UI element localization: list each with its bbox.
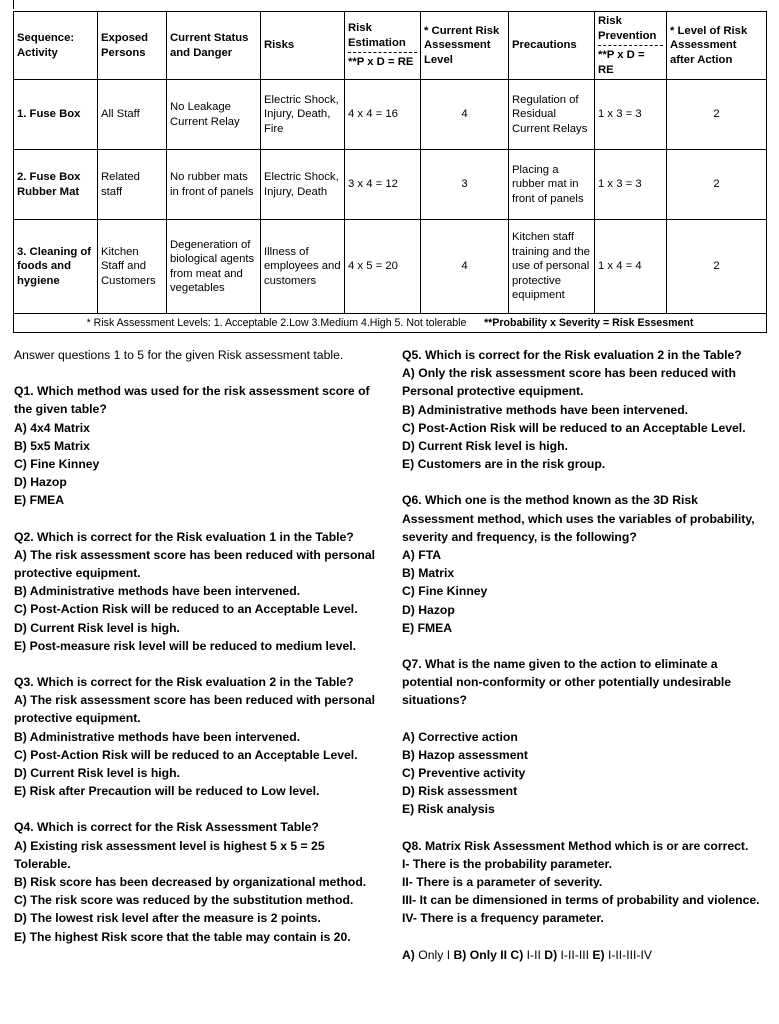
question-text: Q1. Which method was used for the risk assessment score of the given table?: [14, 384, 370, 417]
q8-answer-options: [402, 946, 766, 964]
option-e[interactable]: E) FMEA: [14, 493, 65, 508]
question-text: Q6. Which one is the method known as the 3D Risk Assessment method, which uses the variables of probability, severity and frequency, is the following?: [402, 493, 755, 544]
header-sequence: Sequence: Activity: [14, 12, 98, 80]
spacer: [402, 928, 766, 946]
option-a[interactable]: A) The risk assessment score has been reduced with personal protective equipment.: [14, 547, 376, 581]
option-d[interactable]: D) Hazop: [402, 602, 455, 617]
option-e[interactable]: E) Customers are in the risk group.: [402, 457, 606, 472]
option-d[interactable]: D) Risk assessment: [402, 784, 518, 799]
cell-estimation: 4 x 5 = 20: [345, 220, 421, 314]
option-e[interactable]: E) The highest Risk score that the table may contain is 20.: [14, 929, 351, 944]
option-d[interactable]: D) Hazop: [14, 475, 67, 490]
option-b[interactable]: B) Administrative methods have been intervened.: [14, 584, 301, 599]
cell-level: 3: [421, 150, 509, 220]
header-risks: Risks: [261, 12, 345, 80]
question-3: [14, 673, 376, 800]
cell-risks: Electric Shock, Injury, Death: [261, 150, 345, 220]
option-a[interactable]: A) Only the risk assessment score has been reduced with Personal protective equipment.: [402, 366, 736, 399]
option-c-label[interactable]: C): [510, 947, 524, 962]
cursor-mark: [13, 0, 14, 9]
cell-status: No rubber mats in front of panels: [167, 150, 261, 220]
cell-exposed: Kitchen Staff and Customers: [98, 220, 167, 314]
table-header-row: [14, 12, 767, 80]
option-c[interactable]: C) Fine Kinney: [402, 584, 488, 599]
question-8: [402, 837, 766, 964]
spacer: [402, 710, 766, 728]
header-estimation-formula: **P x D = RE: [348, 56, 414, 69]
option-c[interactable]: C) Fine Kinney: [14, 457, 100, 472]
question-4: [14, 818, 376, 945]
header-assessment: * Current Risk Assessment Level: [421, 12, 509, 80]
option-b-text[interactable]: Only II: [469, 947, 508, 962]
option-a[interactable]: A) 4x4 Matrix: [14, 420, 90, 435]
cell-precautions: Kitchen staff training and the use of personal protective equipment: [509, 220, 595, 314]
cell-activity: 3. Cleaning of foods and hygiene: [14, 220, 98, 314]
cell-risks: Electric Shock, Injury, Death, Fire: [261, 80, 345, 150]
option-c[interactable]: C) Preventive activity: [402, 766, 526, 781]
option-e[interactable]: E) Risk analysis: [402, 802, 495, 817]
question-text: Q7. What is the name given to the action to eliminate a potential non-conformity or other potentially undesirable situations?: [402, 657, 732, 708]
option-a-label[interactable]: A): [402, 947, 415, 962]
option-c-text[interactable]: I-II: [526, 947, 541, 962]
cell-precautions: Regulation of Residual Current Relays: [509, 80, 595, 150]
question-6: [402, 491, 766, 637]
left-question-column: [14, 346, 376, 964]
cell-after: 2: [667, 150, 767, 220]
option-a[interactable]: A) FTA: [402, 548, 442, 563]
question-text: Q8. Matrix Risk Assessment Method which is or are correct.: [402, 838, 749, 853]
option-d[interactable]: D) Current Risk level is high.: [14, 766, 180, 781]
cell-after: 2: [667, 220, 767, 314]
option-a-text[interactable]: Only I: [418, 947, 451, 962]
option-a[interactable]: A) Corrective action: [402, 729, 518, 744]
option-b[interactable]: B) Risk score has been decreased by organizational method.: [14, 875, 367, 890]
cell-after: 2: [667, 80, 767, 150]
question-2: [14, 528, 376, 655]
cell-exposed: All Staff: [98, 80, 167, 150]
cell-risks: Illness of employees and customers: [261, 220, 345, 314]
cell-precautions: Placing a rubber mat in front of panels: [509, 150, 595, 220]
option-c[interactable]: C) Post-Action Risk will be reduced to an Acceptable Level.: [14, 747, 358, 762]
statement-1: I- There is the probability parameter.: [402, 856, 612, 871]
option-e[interactable]: E) Risk after Precaution will be reduced to Low level.: [14, 784, 320, 799]
option-c[interactable]: C) Post-Action Risk will be reduced to an Acceptable Level.: [402, 420, 746, 435]
option-b[interactable]: B) Administrative methods have been intervened.: [402, 402, 689, 417]
option-a[interactable]: A) Existing risk assessment level is highest 5 x 5 = 25 Tolerable.: [14, 838, 325, 871]
cell-estimation: 3 x 4 = 12: [345, 150, 421, 220]
table-row: [14, 80, 767, 150]
option-c[interactable]: C) The risk score was reduced by the substitution method.: [14, 893, 354, 908]
question-text: Q3. Which is correct for the Risk evaluation 2 in the Table?: [14, 675, 354, 690]
option-b[interactable]: B) 5x5 Matrix: [14, 438, 90, 453]
cell-status: No Leakage Current Relay: [167, 80, 261, 150]
cell-exposed: Related staff: [98, 150, 167, 220]
option-e-text[interactable]: I-II-III-IV: [607, 947, 652, 962]
option-d[interactable]: D) Current Risk level is high.: [402, 439, 568, 454]
option-d[interactable]: D) Current Risk level is high.: [14, 620, 180, 635]
option-e-label[interactable]: E): [592, 947, 605, 962]
header-prevention-formula: **P x D = RE: [598, 49, 645, 76]
cell-activity: 2. Fuse Box Rubber Mat: [14, 150, 98, 220]
statement-3: III- It can be dimensioned in terms of probability and violence.: [402, 893, 760, 908]
option-d[interactable]: D) The lowest risk level after the measure is 2 points.: [14, 911, 321, 926]
cell-level: 4: [421, 80, 509, 150]
statement-4: IV- There is a frequency parameter.: [402, 911, 604, 926]
option-e[interactable]: E) Post-measure risk level will be reduced to medium level.: [14, 638, 357, 653]
header-estimation-label: Risk Estimation: [348, 21, 417, 53]
question-5: [402, 346, 766, 473]
header-prevention: [595, 12, 667, 80]
header-status: Current Status and Danger: [167, 12, 261, 80]
cell-activity: 1. Fuse Box: [14, 80, 98, 150]
option-e[interactable]: E) FMEA: [402, 620, 453, 635]
table-row: [14, 150, 767, 220]
cell-prevention: 1 x 4 = 4: [595, 220, 667, 314]
statement-2: II- There is a parameter of severity.: [402, 875, 603, 890]
option-d-text[interactable]: I-II-III: [560, 947, 589, 962]
option-b-label[interactable]: B): [453, 947, 467, 962]
question-text: Q2. Which is correct for the Risk evaluation 1 in the Table?: [14, 529, 354, 544]
question-1: [14, 382, 376, 509]
risk-assessment-table: [13, 11, 767, 333]
option-b[interactable]: B) Matrix: [402, 566, 455, 581]
table-footnote-row: [14, 314, 767, 333]
header-exposed: Exposed Persons: [98, 12, 167, 80]
cell-status: Degeneration of biological agents from meat and vegetables: [167, 220, 261, 314]
cell-prevention: 1 x 3 = 3: [595, 80, 667, 150]
header-estimation: [345, 12, 421, 80]
question-text: Q5. Which is correct for the Risk evaluation 2 in the Table?: [402, 348, 742, 362]
cell-prevention: 1 x 3 = 3: [595, 150, 667, 220]
option-c[interactable]: C) Post-Action Risk will be reduced to an Acceptable Level.: [14, 602, 358, 617]
question-7: [402, 655, 766, 819]
cell-level: 4: [421, 220, 509, 314]
question-text: Q4. Which is correct for the Risk Assessment Table?: [14, 820, 319, 835]
right-question-column: [402, 346, 766, 982]
footnote-formula: **Probability x Severity = Risk Essesment: [484, 316, 694, 329]
header-precautions: Precautions: [509, 12, 595, 80]
table-row: [14, 220, 767, 314]
option-b[interactable]: B) Administrative methods have been intervened.: [14, 729, 301, 744]
cell-estimation: 4 x 4 = 16: [345, 80, 421, 150]
option-d-label[interactable]: D): [544, 947, 558, 962]
header-level-after: * Level of Risk Assessment after Action: [667, 12, 767, 80]
option-b[interactable]: B) Hazop assessment: [402, 747, 528, 762]
table-footnote: [14, 314, 767, 333]
instructions: Answer questions 1 to 5 for the given Risk assessment table.: [14, 348, 344, 362]
footnote-levels: * Risk Assessment Levels: 1. Acceptable 2.Low 3.Medium 4.High 5. Not tolerable: [86, 316, 467, 329]
header-prevention-label: Risk Prevention: [598, 14, 663, 46]
option-a[interactable]: A) The risk assessment score has been reduced with personal protective equipment.: [14, 693, 376, 726]
